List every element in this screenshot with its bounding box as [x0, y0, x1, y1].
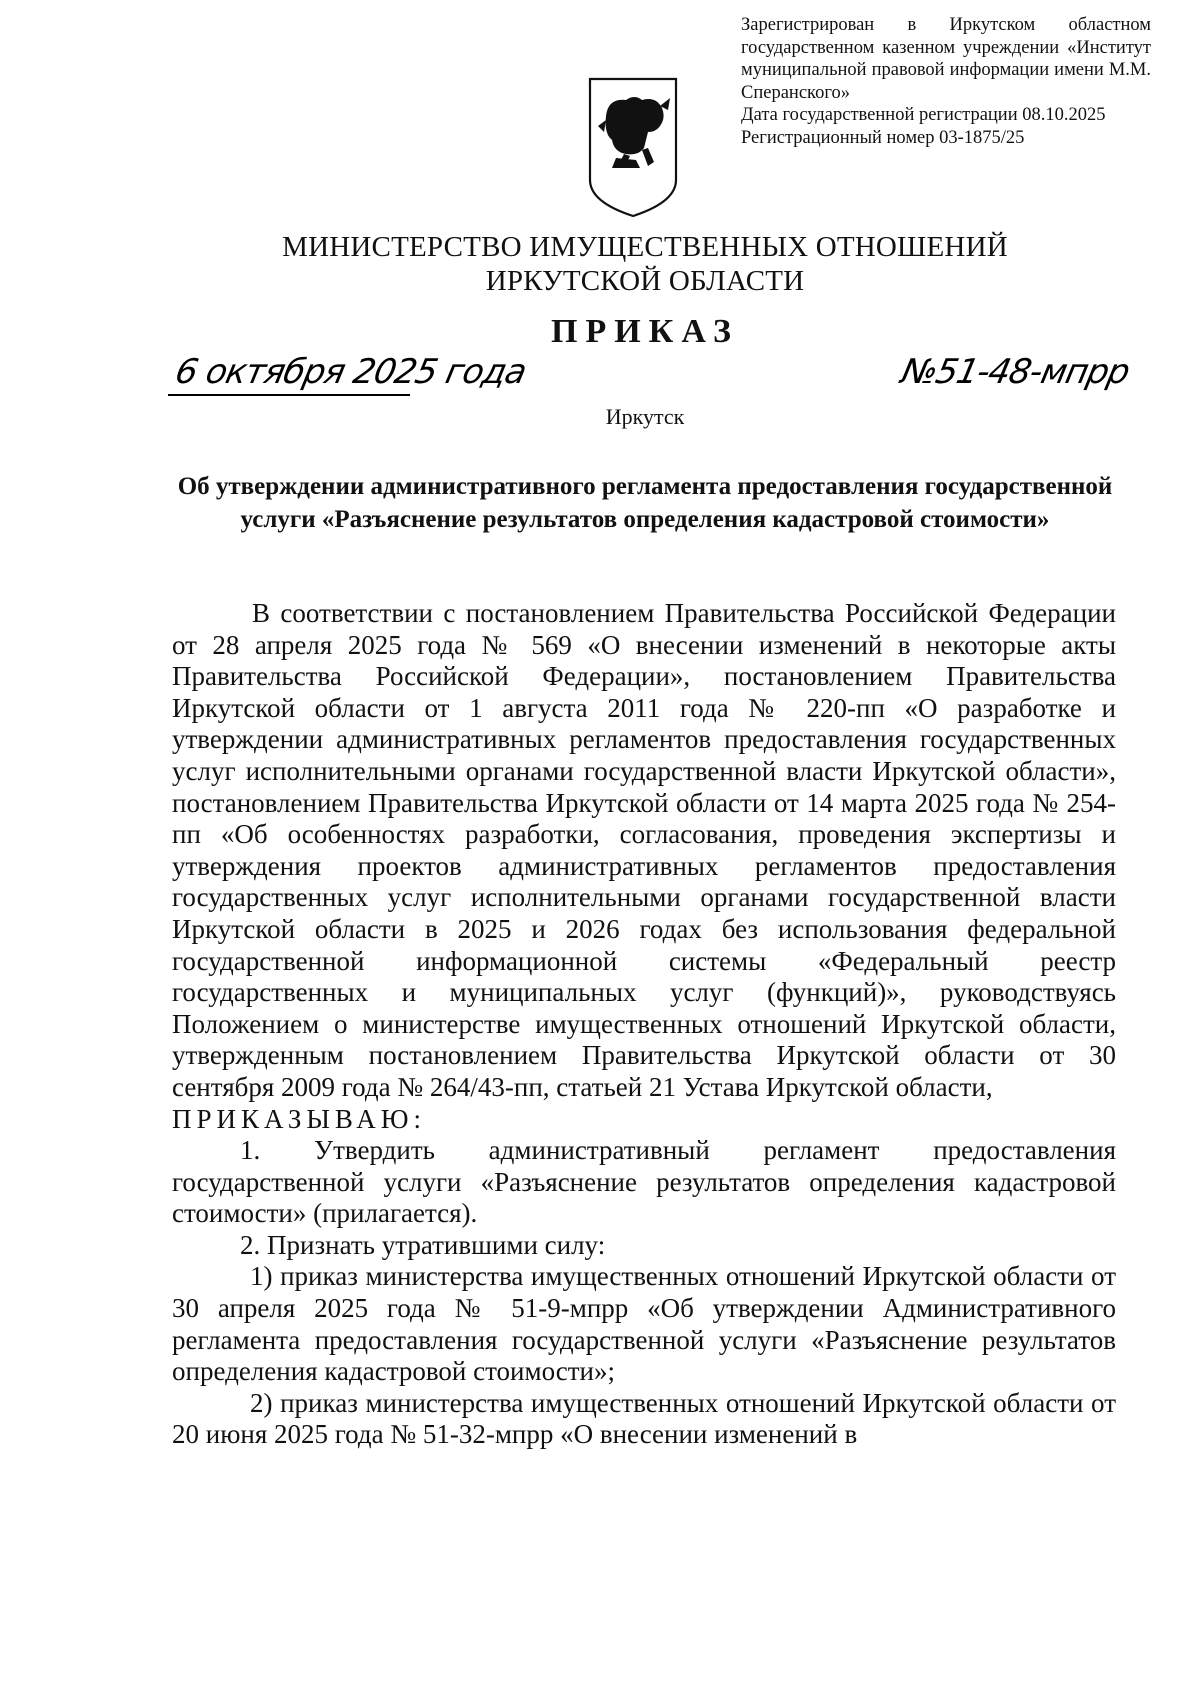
date-underline [168, 394, 410, 396]
subitem-1-paragraph: 1) приказ министерства имущественных отношений Иркутской области от 30 апреля 2025 года № 51-9-мпрр «Об утверждении Административного регламента предоставления государственной услуги «Разъяснение результатов определения кадастровой стоимости»; [172, 1261, 1116, 1387]
subitem-2-paragraph: 2) приказ министерства имущественных отношений Иркутской области от 20 июня 2025 года № 51-32-мпрр «О внесении изменений в [172, 1387, 1116, 1450]
registration-date: Дата государственной регистрации 08.10.2025 [741, 105, 1106, 125]
decree-word: ПРИКАЗЫВАЮ: [172, 1103, 426, 1134]
coat-of-arms-emblem [586, 76, 680, 219]
document-title: Об утверждении административного регламента предоставления государственной услуги «Разъяснение результатов определения кадастровой стоимости» [177, 473, 1113, 533]
handwritten-order-number: №51-48-мпрр [897, 352, 1133, 392]
item-2-paragraph: 2. Признать утратившими силу: [240, 1229, 606, 1260]
order-heading: ПРИКАЗ [551, 313, 739, 350]
ministry-name-line2: ИРКУТСКОЙ ОБЛАСТИ [485, 265, 805, 297]
handwritten-date: 6 октября 2025 года [171, 352, 530, 392]
preamble-paragraph: В соответствии с постановлением Правительства Российской Федерации от 28 апреля 2025 года № 569 «О внесении изменений в некоторые акты Правительства Российской Федерации», постановлением Правительства Иркутской области от 1 августа 2011 года № 220-пп «О разработке и утверждении административных регламентов предоставления государственных услуг исполнительными органами государственной власти Иркутской области», постановлением Правительства Иркутской области от 14 марта 2025 года № 254-пп «Об особенностях разработки, согласования, проведения экспертизы и утверждения проектов административных регламентов предоставления государственных услуг исполнительными органами государственной власти Иркутской области в 2025 и 2026 годах без использования федеральной государственной информационной системы «Федеральный реестр государственных и муниципальных услуг (функций)», руководствуясь Положением о министерстве имущественных отношений Иркутской области, утвержденным постановлением Правительства Иркутской области от 30 сентября 2009 года № 264/43-пп, статьей 21 Устава Иркутской области, [172, 598, 1116, 1102]
registration-stamp [741, 14, 1151, 149]
ministry-header [0, 230, 1200, 298]
ministry-name-line1: МИНИСТЕРСТВО ИМУЩЕСТВЕННЫХ ОТНОШЕНИЙ [282, 231, 1008, 263]
item-1-paragraph: 1. Утвердить административный регламент предоставления государственной услуги «Разъяснение результатов определения кадастровой стоимости» (прилагается). [172, 1135, 1116, 1229]
registration-institution: Зарегистрирован в Иркутском областном государственном казенном учреждении «Институт муниципальной правовой информации имени М.М. Сперанского» [741, 15, 1151, 103]
registration-number: Регистрационный номер 03-1875/25 [741, 127, 1025, 148]
city-name: Иркутск [605, 404, 685, 429]
document-body [172, 598, 1116, 1451]
